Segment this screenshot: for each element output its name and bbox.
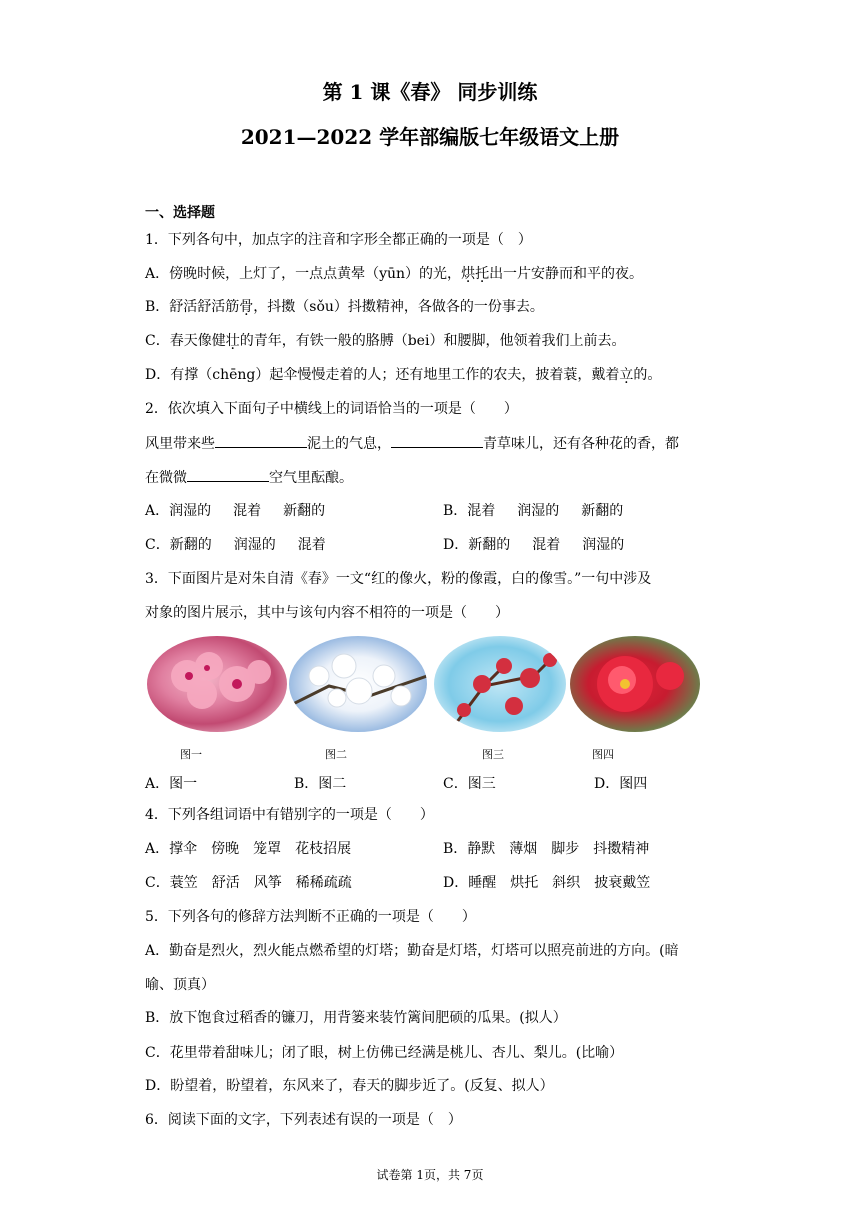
q3-stem-line1: 3．下面图片是对朱自清《春》一文“红的像火，粉的像霞，白的像雪。”一句中涉及 [145,571,652,587]
q1-stem: 1．下列各句中，加点字的注音和字形全都正确的一项是（ ） [145,232,532,248]
q2-a-word-3: 新翻的 [283,503,326,519]
q2-a-word-2: 混着 [233,503,262,519]
q2-stem: 2．依次填入下面句子中横线上的词语恰当的一项是（ ） [145,401,518,417]
q1-b-dot: 骨 [239,299,254,315]
q5-option-a-cont[interactable]: 喻、顶真） [145,977,215,993]
q4-option-b[interactable]: B．静默 薄烟 脚步 抖擞精神 [443,841,650,857]
q5-option-a[interactable]: A．勤奋是烈火，烈火能点燃希望的灯塔；勤奋是灯塔，灯塔可以照亮前进的方向。(暗 [145,943,679,959]
q1-c-text-end: 的青年，有铁一般的胳膊（bei）和腰脚，他领着我们上前去。 [239,333,626,349]
pink-peach-blossom-image [147,636,287,732]
q3-option-d[interactable]: D．图四 [594,776,648,792]
q1-d-text-end: 的。 [633,367,662,383]
figure-caption-1: 图一 [180,748,202,761]
q2-text-5: 空气里酝酿。 [269,470,353,486]
red-plum-blossom-image [434,636,566,732]
q5-stem: 5．下列各句的修辞方法判断不正确的一项是（ ） [145,909,476,925]
q1-option-a[interactable] [145,264,643,284]
q1-b-text-end: ，抖擞（sǒu）抖擞精神，各做各的一份事去。 [253,299,544,315]
q2-text-4: 在微微 [145,470,187,486]
q2-sentence-line2 [145,467,353,488]
q1-c-dot: 壮 [225,333,240,349]
figure-caption-2: 图二 [325,748,347,761]
q3-option-b[interactable]: B．图二 [294,776,347,792]
fill-blank-1[interactable] [215,433,307,448]
q3-stem-line2: 对象的图片展示，其中与该句内容不相符的一项是（ ） [145,605,509,621]
q2-option-a[interactable] [145,501,325,521]
q1-b-text: B．舒活舒活筋 [145,299,240,315]
figure-caption-3: 图三 [482,748,504,761]
q2-text-1: 风里带来些 [145,436,215,452]
q2-d-word-1: D．新翻的 [443,537,511,553]
q2-option-c[interactable] [145,535,326,555]
q2-d-word-3: 润湿的 [582,537,625,553]
q4-option-a[interactable]: A．撑伞 傍晚 笼罩 花枝招展 [145,841,352,857]
q4-stem: 4．下列各组词语中有错别字的一项是（ ） [145,807,434,823]
q2-b-word-2: 润湿的 [517,503,560,519]
q1-a-text: A．傍晚时候，上灯了，一点点黄晕（yūn）的光， [145,266,462,282]
q5-option-b[interactable]: B．放下饱食过稻香的镰刀，用背篓来装竹篱间肥硕的瓜果。(拟人） [145,1010,567,1026]
fill-blank-2[interactable] [391,433,483,448]
q2-text-3: 青草味儿，还有各种花的香，都 [483,436,679,452]
q1-a-dot2: 托 [475,266,490,282]
section-heading: 一、选择题 [145,205,215,221]
q3-option-c[interactable]: C．图三 [443,776,496,792]
q2-a-word-1: A．润湿的 [145,503,212,519]
q4-option-d[interactable]: D．睡醒 烘托 斜织 披衰戴笠 [443,875,651,891]
fill-blank-3[interactable] [187,467,269,482]
q2-option-d[interactable] [443,535,624,555]
q2-option-b[interactable] [443,501,623,521]
q1-d-dot: 立 [619,367,634,383]
q1-a-text-end: 出一片安静而和平的夜。 [489,266,644,282]
q2-d-word-2: 混着 [532,537,561,553]
figure-caption-4: 图四 [592,748,614,761]
q2-c-word-2: 润湿的 [233,537,276,553]
q2-sentence-line1 [145,433,679,454]
q1-option-c[interactable] [145,331,625,351]
page-subtitle: 2021—2022 学年部编版七年级语文上册 [240,125,620,149]
q5-option-d[interactable]: D．盼望着，盼望着，东风来了，春天的脚步近了。(反复、拟人） [145,1078,554,1094]
q2-c-word-3: 混着 [297,537,326,553]
red-camellia-image [570,636,700,732]
q3-option-a[interactable]: A．图一 [145,776,198,792]
q1-c-text: C．春天像健 [145,333,226,349]
q1-option-d[interactable] [145,365,661,385]
page-footer: 试卷第 1页，共 7页 [376,1168,484,1182]
q2-c-word-1: C．新翻的 [145,537,212,553]
page-title: 第 1 课《春》 同步训练 [322,80,538,104]
q1-option-b[interactable] [145,297,544,317]
q2-text-2: 泥土的气息， [307,436,391,452]
q5-option-c[interactable]: C．花里带着甜味儿；闭了眼，树上仿佛已经满是桃儿、杏儿、梨儿。(比喻） [145,1045,624,1061]
q2-b-word-1: B．混着 [443,503,496,519]
q6-stem: 6．阅读下面的文字，下列表述有误的一项是（ ） [145,1112,462,1128]
q1-d-text: D．有撑（chēng）起伞慢慢走着的人；还有地里工作的农夫，披着蓑，戴着 [145,367,620,383]
q2-b-word-3: 新翻的 [581,503,624,519]
white-pear-blossom-image [289,636,427,732]
q1-a-dot1: 烘 [461,266,476,282]
q4-option-c[interactable]: C．蓑笠 舒活 风筝 稀稀疏疏 [145,875,352,891]
